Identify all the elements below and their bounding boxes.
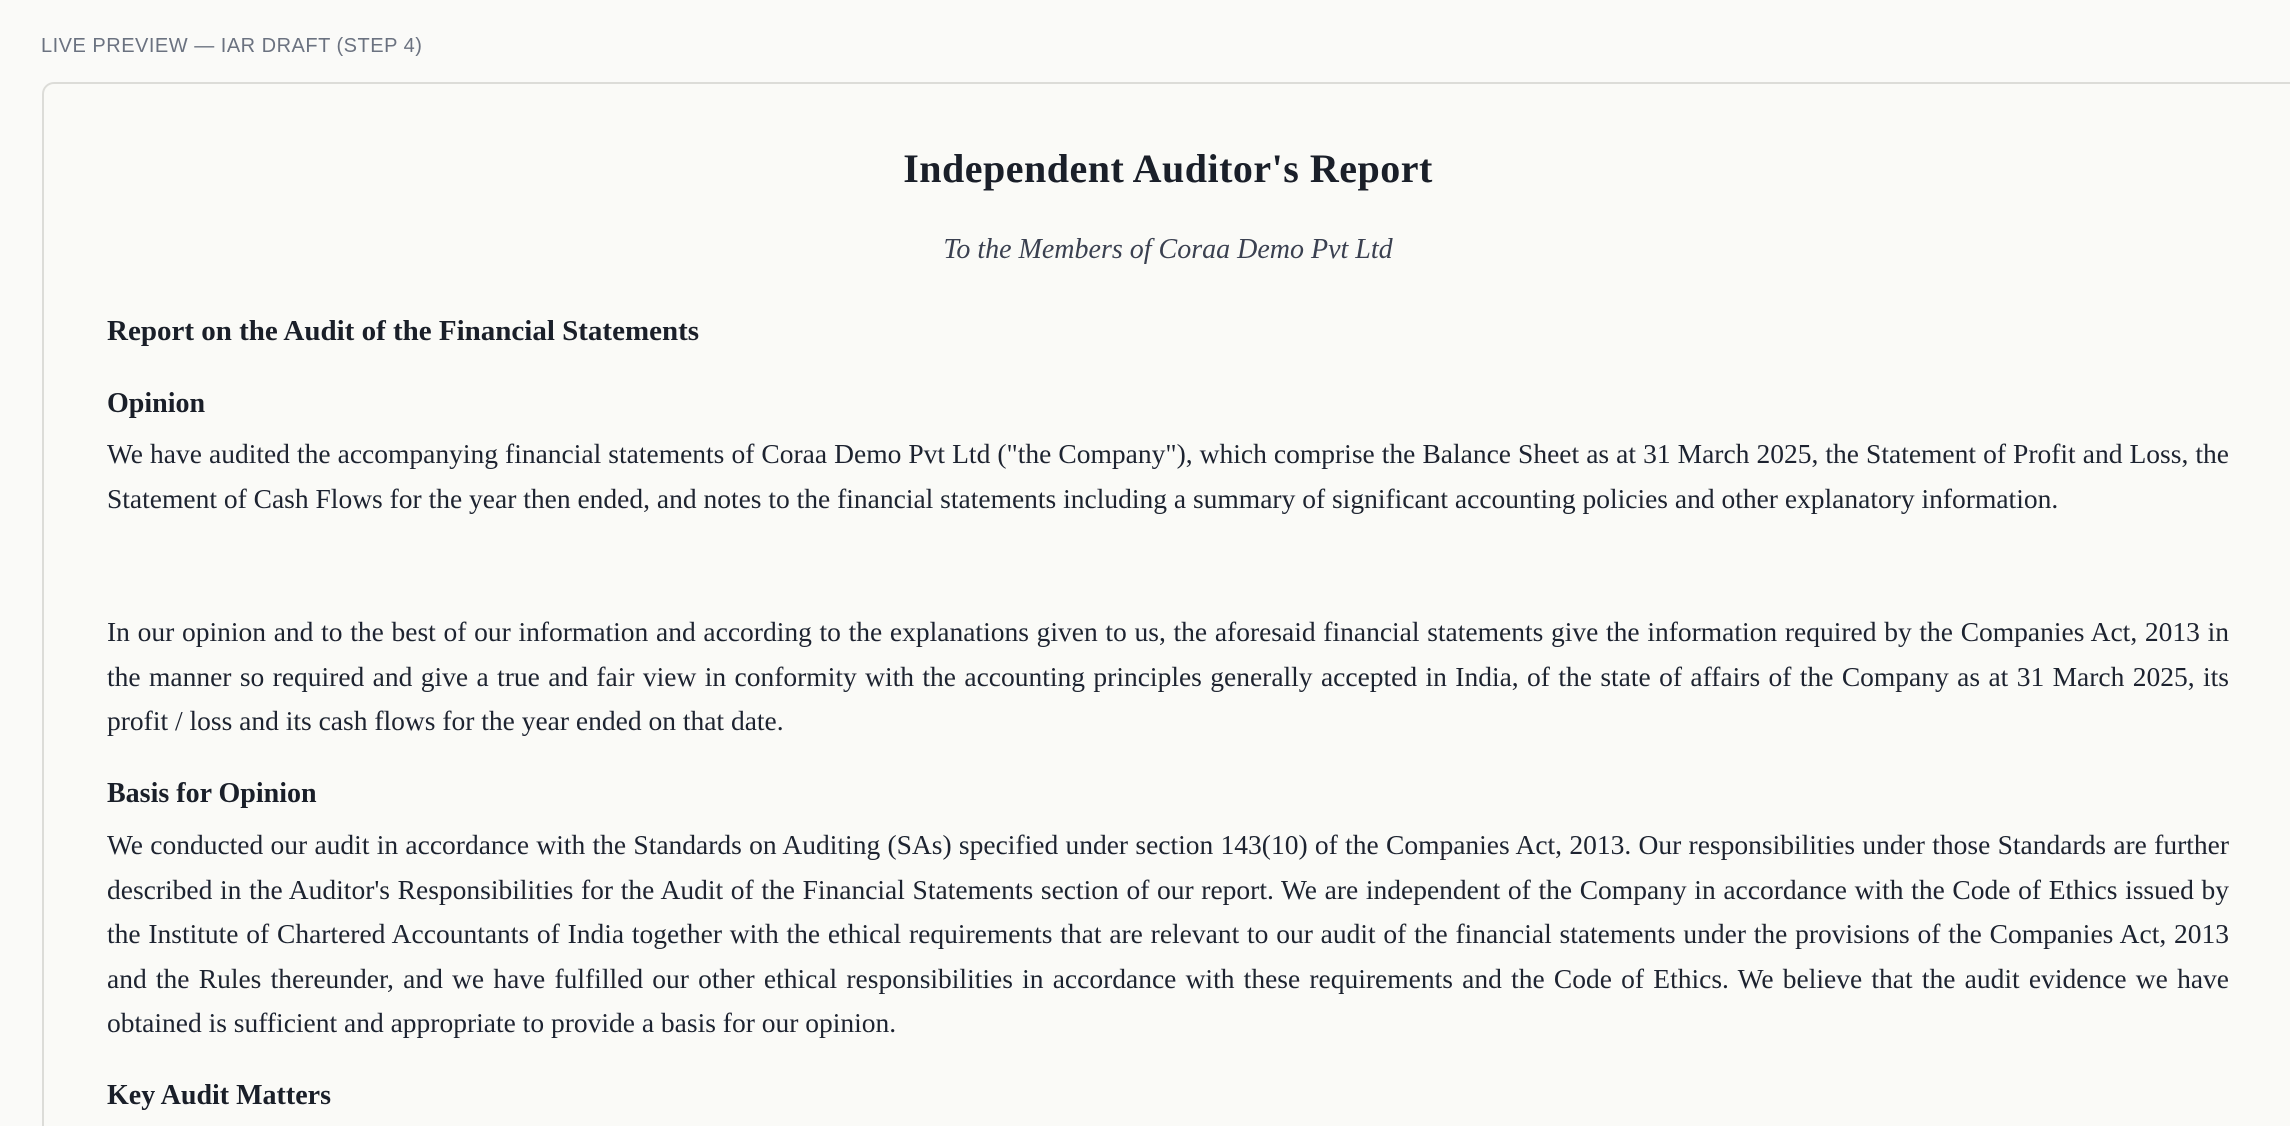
preview-label: LIVE PREVIEW — IAR DRAFT (STEP 4) — [41, 35, 423, 57]
section-heading-audit-report: Report on the Audit of the Financial Statements — [107, 315, 700, 347]
opinion-heading: Opinion — [107, 388, 206, 419]
opinion-paragraph-1: We have audited the accompanying financial statements of Coraa Demo Pvt Ltd ("the Company"), which comprise the Balance Sheet as at 31 March 2025, the Statement of Profit and Loss, the Statement of Cash Flows for the year then ended, and notes to the financial statements including a summary of significant accounting policies and other explanatory information. — [107, 438, 2229, 514]
basis-for-opinion-paragraph: We conducted our audit in accordance with the Standards on Auditing (SAs) specified under section 143(10) of the Companies Act, 2013. Our responsibilities under those Standards are further described in the Auditor's Responsibilities for the Audit of the Financial Statements section of our report. We are independent of the Company in accordance with the Code of Ethics issued by the Institute of Chartered Accountants of India together with the ethical requirements that are relevant to our audit of the financial statements under the provisions of the Companies Act, 2013 and the Rules thereunder, and we have fulfilled our other ethical responsibilities in accordance with these requirements and the Code of Ethics. We believe that the audit evidence we have obtained is sufficient and appropriate to provide a basis for our opinion. — [107, 829, 2229, 1038]
key-audit-matters-heading: Key Audit Matters — [107, 1080, 331, 1111]
opinion-paragraph-2: In our opinion and to the best of our information and according to the explanations given to us, the aforesaid financial statements give the information required by the Companies Act, 2013 in the manner so required and give a true and fair view in conformity with the accounting principles generally accepted in India, of the state of affairs of the Company as at 31 March 2025, its profit / loss and its cash flows for the year ended on that date. — [107, 616, 2229, 736]
report-title: Independent Auditor's Report — [903, 146, 1433, 191]
basis-for-opinion-heading: Basis for Opinion — [107, 778, 317, 809]
report-addressee: To the Members of Coraa Demo Pvt Ltd — [943, 234, 1393, 265]
